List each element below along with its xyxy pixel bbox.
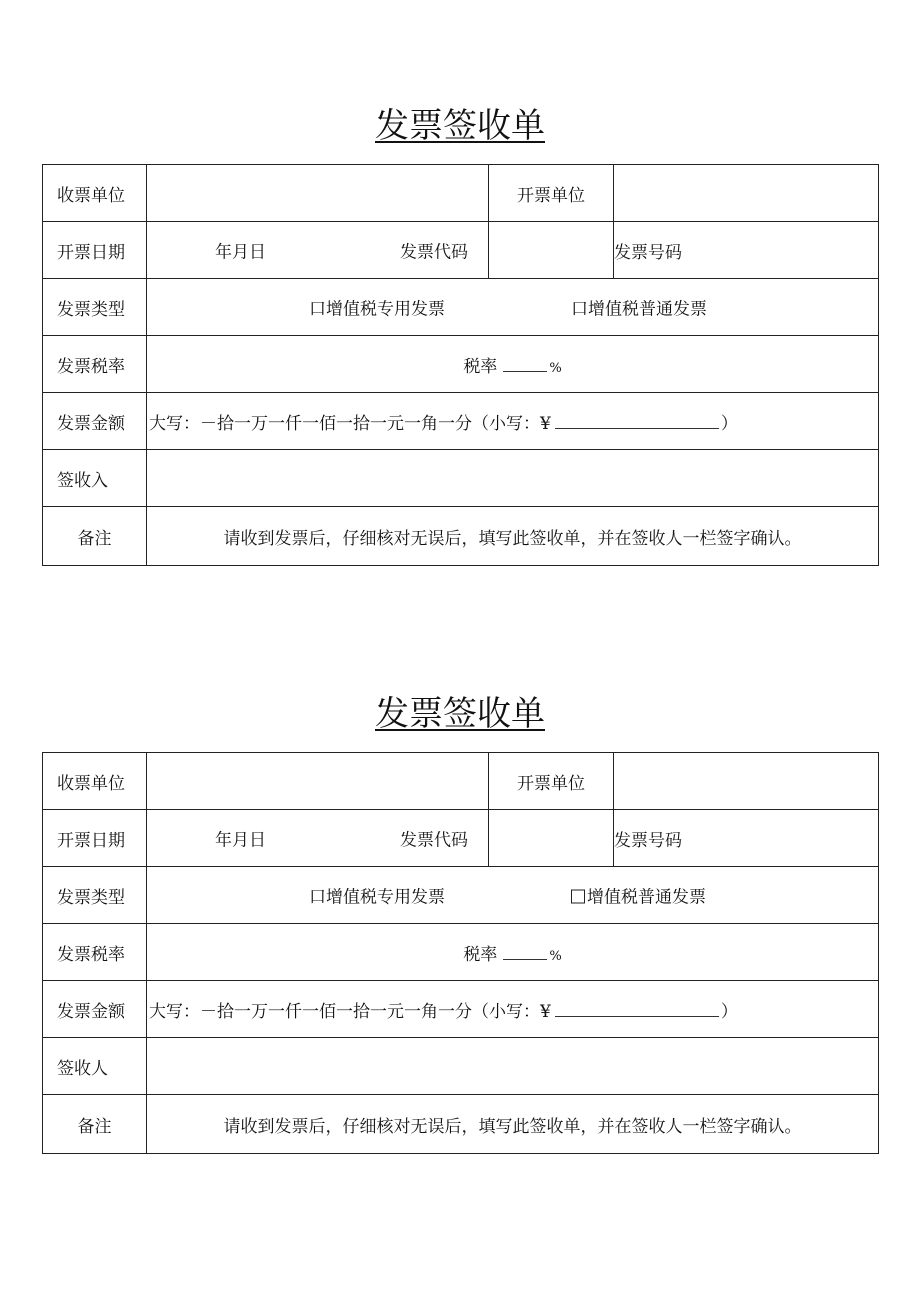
ordinary-vat-invoice-option[interactable]: [571, 883, 706, 908]
ordinary-vat-invoice-label: 增值税普通发票: [587, 887, 706, 908]
date-placeholder: 年月日: [215, 242, 266, 263]
receiving-unit-field[interactable]: [147, 753, 489, 810]
amount-field: [147, 393, 879, 450]
signer-field[interactable]: [147, 1038, 879, 1095]
issuing-unit-label: 开票单位: [489, 165, 614, 222]
amount-field: [147, 981, 879, 1038]
table-row: [43, 222, 879, 279]
invoice-number-label: 发票号码: [614, 222, 879, 279]
amount-text-suffix: ）: [720, 1001, 738, 1022]
tax-rate-blank[interactable]: [503, 945, 547, 960]
invoice-type-field: [147, 279, 879, 336]
signer-label: 签收入: [43, 450, 147, 507]
signer-label: 签收人: [43, 1038, 147, 1095]
tax-rate-suffix: %: [549, 948, 562, 964]
table-row: [43, 753, 879, 810]
special-vat-invoice-option[interactable]: 口增值税专用发票: [309, 887, 445, 908]
table-row: [43, 507, 879, 566]
issuing-unit-field[interactable]: [614, 165, 879, 222]
amount-text-suffix: ）: [720, 413, 738, 434]
checkbox-icon[interactable]: [571, 890, 585, 904]
tax-rate-prefix: 税率: [463, 944, 498, 965]
tax-rate-label: 发票税率: [43, 336, 147, 393]
amount-label: 发票金额: [43, 393, 147, 450]
issue-date-field[interactable]: [147, 810, 489, 867]
form-title-text: 发票签收单: [375, 694, 545, 734]
amount-label: 发票金额: [43, 981, 147, 1038]
table-row: [43, 450, 879, 507]
signer-field[interactable]: [147, 450, 879, 507]
tax-rate-field: [147, 924, 879, 981]
invoice-number-label: 发票号码: [614, 810, 879, 867]
issue-date-label: 开票日期: [43, 222, 147, 279]
table-row: [43, 924, 879, 981]
amount-text-prefix: 大写：－拾一万一仟一佰一拾一元一角一分（小写：¥: [149, 1001, 551, 1022]
remark-text: 请收到发票后，仔细核对无误后，填写此签收单，并在签收人一栏签字确认。: [147, 1095, 879, 1154]
receipt-table: [42, 164, 879, 566]
amount-text-prefix: 大写：－拾一万一仟一佰一拾一元一角一分（小写：¥: [149, 413, 551, 434]
ordinary-vat-invoice-option[interactable]: 口增值税普通发票: [571, 299, 707, 320]
table-row: [43, 1038, 879, 1095]
tax-rate-blank[interactable]: [503, 357, 547, 372]
issuing-unit-field[interactable]: [614, 753, 879, 810]
table-row: [43, 981, 879, 1038]
issue-date-label: 开票日期: [43, 810, 147, 867]
form-title: [42, 688, 878, 752]
invoice-code-field[interactable]: [489, 810, 614, 867]
invoice-receipt-form-2: [42, 688, 878, 1154]
issuing-unit-label: 开票单位: [489, 753, 614, 810]
receipt-table: [42, 752, 879, 1154]
tax-rate-label: 发票税率: [43, 924, 147, 981]
tax-rate-suffix: %: [549, 360, 562, 376]
tax-rate-prefix: 税率: [463, 356, 498, 377]
remark-text: 请收到发票后，仔细核对无误后，填写此签收单，并在签收人一栏签字确认。: [147, 507, 879, 566]
table-row: [43, 393, 879, 450]
invoice-code-field[interactable]: [489, 222, 614, 279]
invoice-code-label: 发票代码: [400, 830, 468, 851]
receiving-unit-field[interactable]: [147, 165, 489, 222]
invoice-type-label: 发票类型: [43, 279, 147, 336]
invoice-receipt-form-1: [42, 100, 878, 566]
invoice-type-field: [147, 867, 879, 924]
receiving-unit-label: 收票单位: [43, 165, 147, 222]
form-title-text: 发票签收单: [375, 106, 545, 146]
amount-figure-blank[interactable]: [555, 1002, 719, 1017]
table-row: [43, 1095, 879, 1154]
table-row: [43, 810, 879, 867]
receiving-unit-label: 收票单位: [43, 753, 147, 810]
date-placeholder: 年月日: [215, 830, 266, 851]
issue-date-field[interactable]: [147, 222, 489, 279]
tax-rate-field: [147, 336, 879, 393]
amount-figure-blank[interactable]: [555, 414, 719, 429]
table-row: [43, 336, 879, 393]
remark-label: 备注: [43, 1095, 147, 1154]
table-row: [43, 867, 879, 924]
invoice-type-label: 发票类型: [43, 867, 147, 924]
form-title: [42, 100, 878, 164]
table-row: [43, 165, 879, 222]
remark-label: 备注: [43, 507, 147, 566]
special-vat-invoice-option[interactable]: 口增值税专用发票: [309, 299, 445, 320]
table-row: [43, 279, 879, 336]
invoice-code-label: 发票代码: [400, 242, 468, 263]
